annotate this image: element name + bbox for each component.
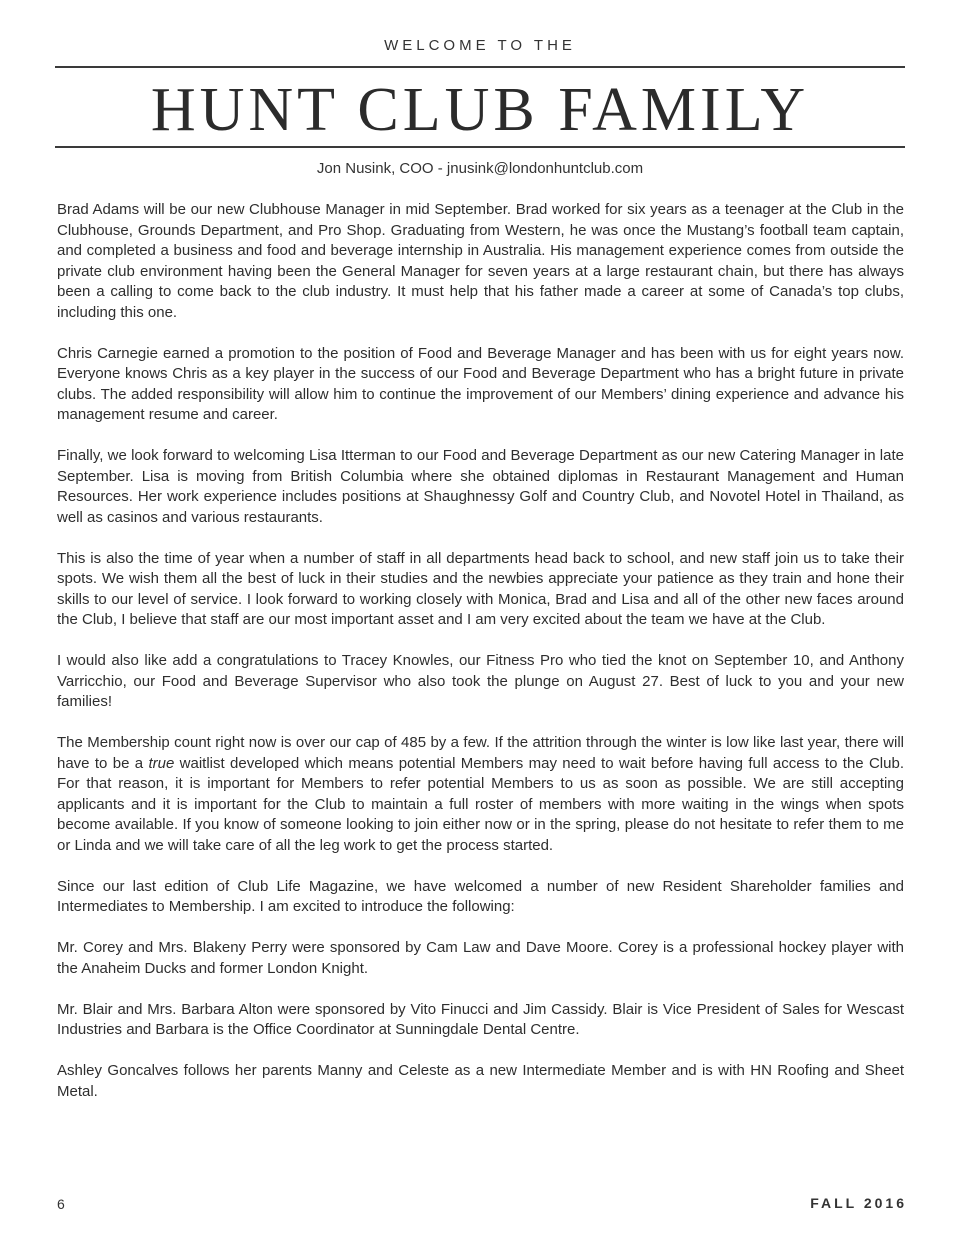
paragraph-text: waitlist developed which means potential Members may need to wait before having full access to the Club. For that reason, it is important for Members to refer potential Members to us as soon as possible. We are still accepting applicants and it is important for the Club to maintain a full roster of members with more waiting in the wings when spots become available. If you know of someone looking to join either now or in the spring, please do not hesitate to refer them to me or Linda and we will take care of all the leg work to get the process started. bbox=[57, 754, 904, 854]
issue-label: FALL 2016 bbox=[810, 1195, 907, 1211]
kicker-heading: WELCOME TO THE bbox=[384, 37, 576, 54]
paragraph bbox=[57, 733, 904, 856]
paragraph: Finally, we look forward to welcoming Lisa Itterman to our Food and Beverage Department as our new Catering Manager in late September. Lisa is moving from British Columbia where she obtained diplomas in Restaurant Management and Human Resources. Her work experience includes positions at Shaughnessy Golf and Country Club, and Novotel Hotel in Thailand, as well as casinos and various restaurants. bbox=[57, 447, 904, 526]
top-rule bbox=[55, 66, 905, 68]
paragraph: Since our last edition of Club Life Magazine, we have welcomed a number of new Resident Shareholder families and Intermediates to Membership. I am excited to introduce the following: bbox=[57, 877, 904, 915]
paragraph: Chris Carnegie earned a promotion to the position of Food and Beverage Manager and has been with us for eight years now. Everyone knows Chris as a key player in the success of our Food and Beverage Department who has a bright future in private clubs. The added responsibility will allow him to continue the improvement of our Members’ dining experience and advance his management resume and career. bbox=[57, 344, 904, 423]
paragraph-text: The Membership count right now is over our cap of 485 by a few. If the attrition through the winter is low like last year, there will have to be a bbox=[57, 734, 904, 772]
page-title: HUNT CLUB FAMILY bbox=[150, 76, 810, 144]
paragraph: Mr. Blair and Mrs. Barbara Alton were sponsored by Vito Finucci and Jim Cassidy. Blair is Vice President of Sales for Wescast Industries and Barbara is the Office Coordinator at Sunningdale Dental Centre. bbox=[57, 1000, 904, 1038]
paragraph: This is also the time of year when a number of staff in all departments head back to school, and new staff join us to take their spots. We wish them all the best of luck in their studies and the newbies appreciate your patience as they train and hone their skills to our level of service. I look forward to working closely with Monica, Brad and Lisa and all of the other new faces around the Club, I believe that staff are our most important asset and I am very excited about the team we have at the Club. bbox=[57, 549, 904, 628]
author-byline: Jon Nusink, COO - jnusink@londonhuntclub.com bbox=[316, 160, 644, 177]
article-body bbox=[57, 200, 904, 1123]
emphasized-word: true bbox=[148, 754, 175, 772]
bottom-rule bbox=[55, 146, 905, 148]
paragraph: Ashley Goncalves follows her parents Manny and Celeste as a new Intermediate Member and is with HN Roofing and Sheet Metal. bbox=[57, 1062, 904, 1100]
paragraph: I would also like add a congratulations to Tracey Knowles, our Fitness Pro who tied the knot on September 10, and Anthony Varricchio, our Food and Beverage Supervisor who also took the plunge on August 27. Best of luck to you and your new families! bbox=[57, 652, 904, 710]
paragraph: Mr. Corey and Mrs. Blakeny Perry were sponsored by Cam Law and Dave Moore. Corey is a professional hockey player with the Anaheim Ducks and former London Knight. bbox=[57, 939, 904, 977]
page-number: 6 bbox=[57, 1196, 65, 1212]
paragraph: Brad Adams will be our new Clubhouse Manager in mid September. Brad worked for six years as a teenager at the Club in the Clubhouse, Grounds Department, and Pro Shop. Graduating from Western, he was once the Mustang’s football team captain, and completed a business and food and beverage internship in Australia. His management experience comes from outside the private club environment having been the General Manager for seven years at a large restaurant chain, but there has always been a calling to come back to the club industry. It must help that his father made a career at some of Canada’s top clubs, including this one. bbox=[57, 201, 904, 321]
